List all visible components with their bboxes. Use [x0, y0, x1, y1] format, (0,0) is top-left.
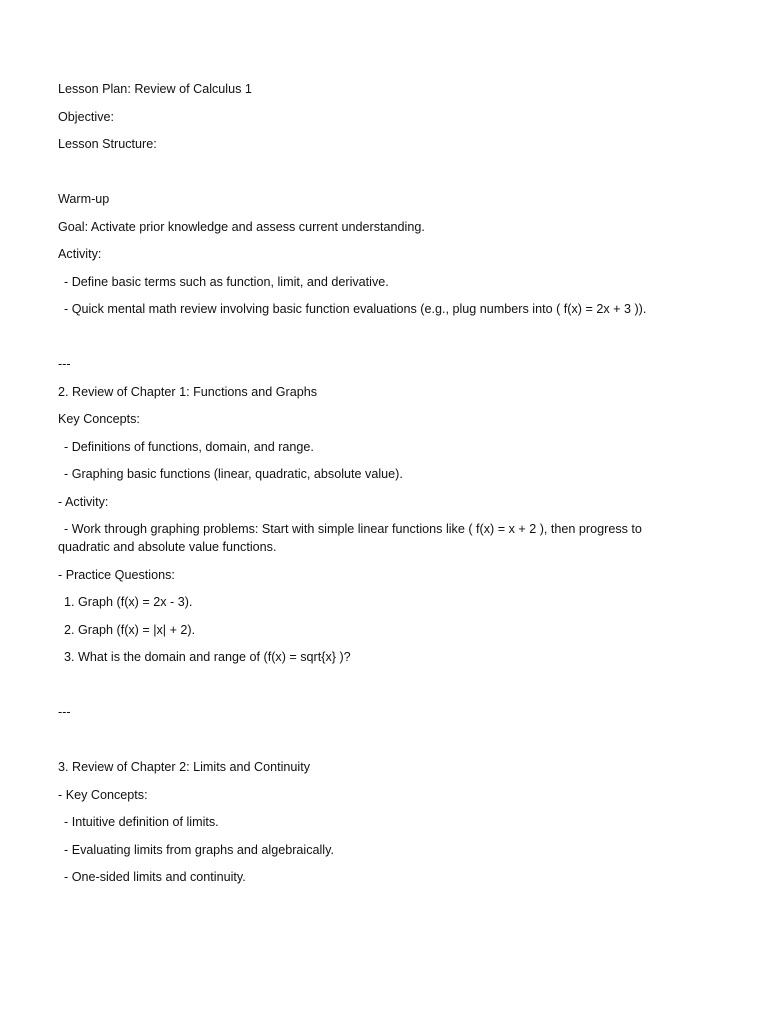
blank-line [58, 163, 673, 181]
chapter1-key-concepts-label: Key Concepts: [58, 412, 140, 426]
blank-line [58, 731, 673, 749]
chapter2-concept-item: - Intuitive definition of limits. [64, 815, 219, 829]
chapter1-practice-question: 3. What is the domain and range of (f(x) = sqrt{x} )? [64, 650, 351, 664]
warmup-goal: Goal: Activate prior knowledge and assess current understanding. [58, 219, 425, 234]
warmup-activity-item: - Quick mental math review involving basic function evaluations (e.g., plug numbers into ( f(x) = 2x + 3 )). [64, 302, 647, 316]
section-separator: --- [58, 705, 71, 719]
chapter1-practice-question: 1. Graph (f(x) = 2x - 3). [64, 595, 193, 609]
section-separator: --- [58, 357, 71, 371]
objective-label: Objective: [58, 109, 114, 124]
chapter1-concept-item: - Graphing basic functions (linear, quadratic, absolute value). [64, 467, 403, 481]
document-body [58, 80, 673, 896]
chapter1-activity-text: - Work through graphing problems: Start with simple linear functions like ( f(x) = x + 2 ), then progress to quadratic and absolute value functions. [58, 522, 646, 554]
warmup-activity-label: Activity: [58, 247, 102, 261]
chapter1-heading: 2. Review of Chapter 1: Functions and Graphs [58, 384, 318, 399]
chapter2-concept-item: - Evaluating limits from graphs and algebraically. [64, 842, 334, 857]
warmup-heading: Warm-up [58, 192, 110, 206]
chapter2-concept-item: - One-sided limits and continuity. [64, 870, 246, 884]
document-title: Lesson Plan: Review of Calculus 1 [58, 82, 252, 96]
chapter1-concept-item: - Definitions of functions, domain, and range. [64, 439, 314, 454]
blank-line [58, 676, 673, 694]
chapter2-key-concepts-label: - Key Concepts: [58, 787, 148, 802]
chapter2-heading: 3. Review of Chapter 2: Limits and Continuity [58, 760, 310, 774]
chapter1-activity-label: - Activity: [58, 494, 109, 509]
chapter1-practice-question: 2. Graph (f(x) = |x| + 2). [64, 622, 196, 637]
chapter1-practice-label: - Practice Questions: [58, 567, 175, 582]
blank-line [58, 328, 673, 346]
lesson-structure-label: Lesson Structure: [58, 137, 157, 151]
warmup-activity-item: - Define basic terms such as function, limit, and derivative. [64, 274, 389, 289]
